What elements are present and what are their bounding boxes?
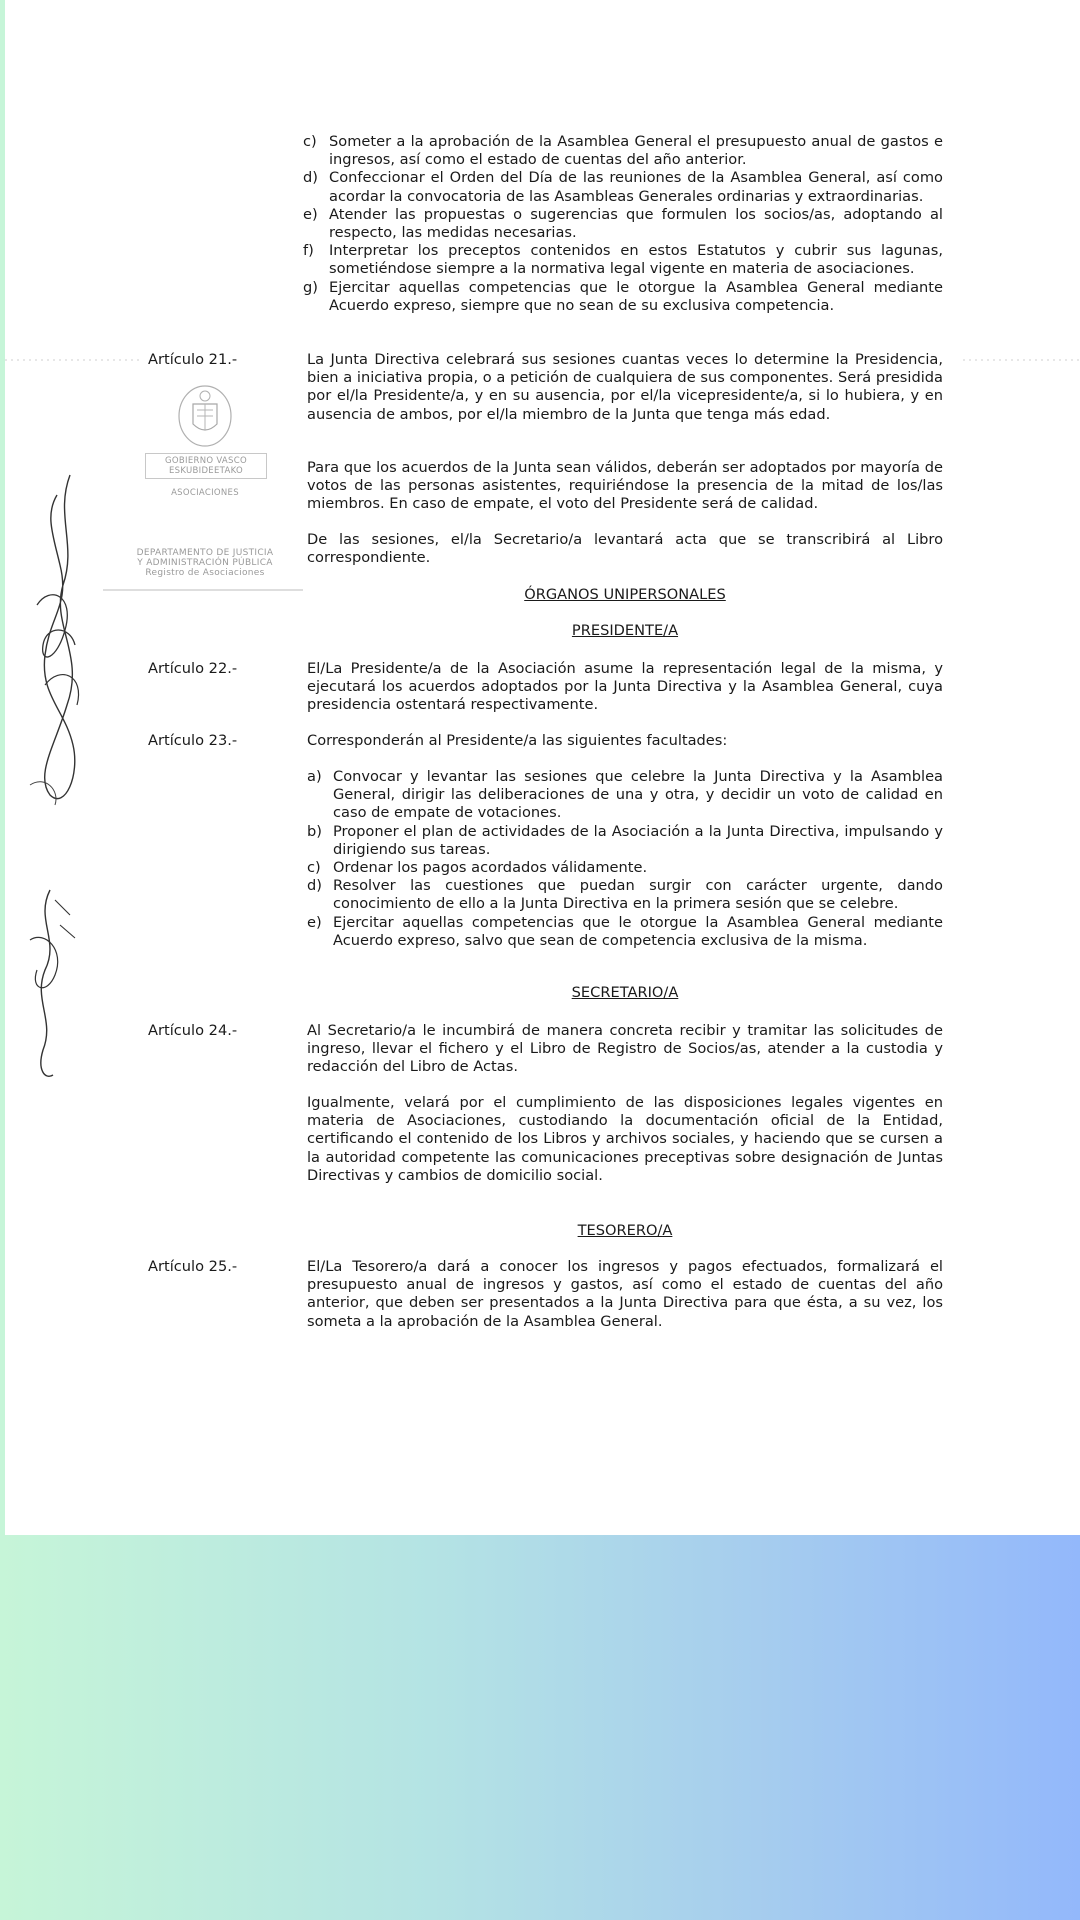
handwritten-signature-1 <box>15 455 105 815</box>
article-22-label: Artículo 22.- <box>148 660 238 677</box>
list-item: e) Atender las propuestas o sugerencias que formulen los socios/as, adoptando al respecto, las medidas necesarias. <box>303 205 943 242</box>
list-item: c) Someter a la aprobación de la Asamblea General el presupuesto anual de gastos e ingresos, así como el estado de cuentas del año anterior. <box>303 133 943 169</box>
article-24-label: Artículo 24.- <box>148 1022 238 1039</box>
heading-presidente: PRESIDENTE/A <box>571 622 679 639</box>
article-21-label: Artículo 21.- <box>148 351 238 368</box>
margin-dots <box>5 355 1080 365</box>
article-23-intro: Corresponderán al Presidente/a las siguientes facultades: <box>307 732 728 749</box>
article-21-paragraph-2: Para que los acuerdos de la Junta sean válidos, deberán ser adoptados por mayoría de votos de las personas asistentes, requiriéndose la presencia de la mitad de los/las miembros. En caso de empate, el voto del Presidente será de calidad. <box>307 459 943 513</box>
list-item: c) Ordenar los pagos acordados válidamente. <box>307 859 648 877</box>
list-item: f) Interpretar los preceptos contenidos en estos Estatutos y cubrir sus lagunas, sometiéndose siempre a la normativa legal vigente en materia de asociaciones. <box>303 242 943 278</box>
article-21-paragraph-1: La Junta Directiva celebrará sus sesiones cuantas veces lo determine la Presidencia, bien a iniciativa propia, o a petición de cualquiera de sus componentes. Será presidida por el/la Presidente/a, y en su ausencia, por el/la vicepresidente/a, si lo hubiera, y en ausencia de ambos, por el/la miembro de la Junta que tenga más edad. <box>307 351 943 423</box>
list-item: d) Resolver las cuestiones que puedan surgir con carácter urgente, dando conocimiento de ello a la Junta Directiva en la primera sesión que se celebre. <box>307 877 943 913</box>
article-24-paragraph-2: Igualmente, velará por el cumplimiento de las disposiciones legales vigentes en materia de Asociaciones, custodiando la documentación oficial de la Entidad, certificando el contenido de los Libros y archivos sociales, y haciendo que se cursen a la autoridad competente las comunicaciones preceptivas sobre designación de Juntas Directivas y cambios de domicilio social. <box>307 1094 943 1184</box>
list-item: a) Convocar y levantar las sesiones que celebre la Junta Directiva y la Asamblea General, dirigir las deliberaciones de una y otra, y decidir un voto de calidad en caso de empate de votaciones. <box>307 768 943 822</box>
list-item: g) Ejercitar aquellas competencias que le otorgue la Asamblea General mediante Acuerdo expreso, siempre que no sean de su exclusiva competencia. <box>303 278 943 314</box>
article-21-paragraph-3: De las sesiones, el/la Secretario/a levantará acta que se transcribirá al Libro correspondiente. <box>307 531 943 567</box>
stamp-line: ASOCIACIONES <box>171 488 239 498</box>
article-23-label: Artículo 23.- <box>148 732 238 749</box>
article-24-paragraph-1: Al Secretario/a le incumbirá de manera concreta recibir y tramitar las solicitudes de ingreso, llevar el fichero y el Libro de Registro de Socios/as, atender a la custodia y redacción del Libro de Actas. <box>307 1022 943 1076</box>
stamp-line: ESKUBIDEETAKO <box>168 466 243 476</box>
list-top <box>303 133 943 315</box>
heading-tesorero: TESORERO/A <box>577 1222 673 1239</box>
article-23-list <box>307 768 943 950</box>
stamp-line: DEPARTAMENTO DE JUSTICIA <box>136 548 274 558</box>
article-22-text: El/La Presidente/a de la Asociación asume la representación legal de la misma, y ejecutará los acuerdos adoptados por la Junta Directiva y la Asamblea General, cuya presidencia ostentará respectivamente. <box>307 660 943 714</box>
handwritten-signature-2 <box>15 880 85 1090</box>
stamp-line: Y ADMINISTRACIÓN PÚBLICA <box>137 558 273 568</box>
list-item: b) Proponer el plan de actividades de la Asociación a la Junta Directiva, impulsando y dirigiendo sus tareas. <box>307 822 943 858</box>
coat-of-arms-icon <box>173 382 237 450</box>
stamp-line: GOBIERNO VASCO <box>165 456 247 466</box>
official-stamp <box>105 378 305 593</box>
stamp-line: Registro de Asociaciones <box>145 568 265 578</box>
article-25-label: Artículo 25.- <box>148 1258 238 1275</box>
article-25-text: El/La Tesorero/a dará a conocer los ingresos y pagos efectuados, formalizará el presupuesto anual de ingresos y gastos, así como el estado de cuentas del año anterior, que deben ser presentados a la Junta Directiva para que ésta, a su vez, los someta a la aprobación de la Asamblea General. <box>307 1258 943 1330</box>
heading-secretario: SECRETARIO/A <box>571 984 679 1001</box>
list-item: d) Confeccionar el Orden del Día de las reuniones de la Asamblea General, así como acordar la convocatoria de las Asambleas Generales ordinarias y extraordinarias. <box>303 169 943 205</box>
stamp-divider <box>103 588 303 592</box>
heading-organos-unipersonales: ÓRGANOS UNIPERSONALES <box>524 586 726 603</box>
document-page <box>5 0 1080 1535</box>
list-item: e) Ejercitar aquellas competencias que le otorgue la Asamblea General mediante Acuerdo expreso, salvo que sean de competencia exclusiva de la misma. <box>307 913 943 949</box>
